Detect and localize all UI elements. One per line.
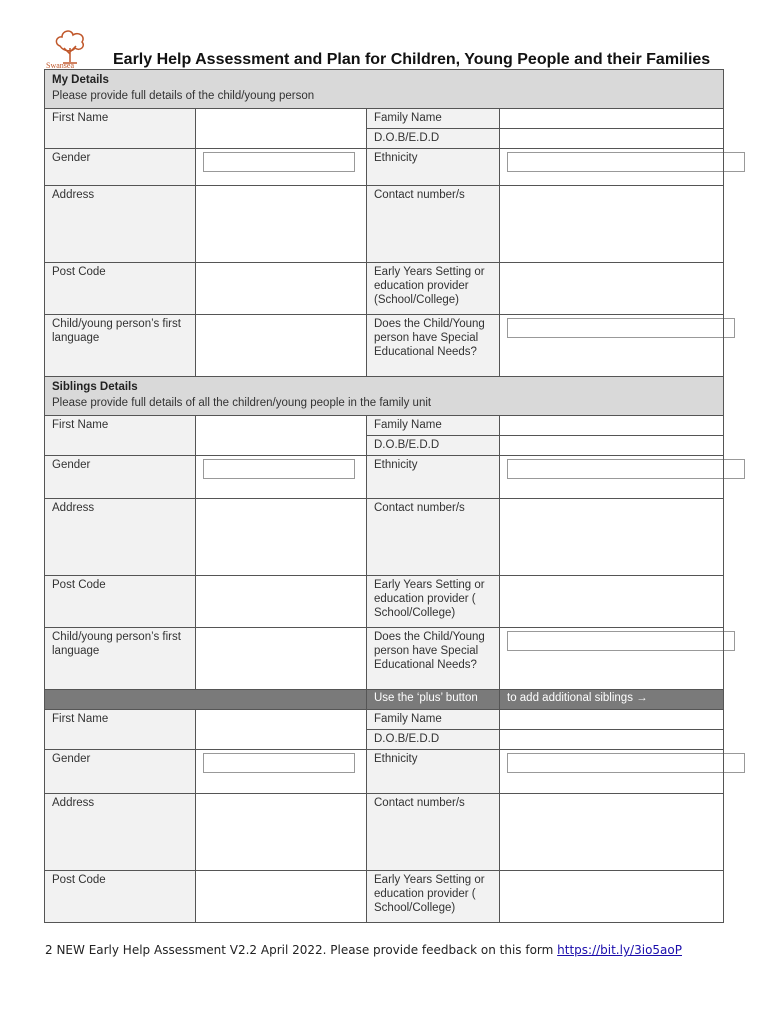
family-name-field[interactable] — [500, 109, 724, 129]
sen-dropdown[interactable] — [507, 318, 735, 338]
sibling2-early-years-field[interactable] — [500, 871, 724, 923]
assessment-form — [44, 69, 723, 923]
sibling2-dob-field[interactable] — [500, 730, 724, 750]
sibling-dob-field[interactable] — [500, 436, 724, 456]
sibling2-post-code-field[interactable] — [196, 871, 367, 923]
my-details-header — [45, 70, 724, 109]
sibling-post-code-field[interactable] — [196, 576, 367, 628]
sibling-sen-cell — [500, 628, 724, 690]
gender-label: Gender — [45, 149, 196, 186]
sibling-early-years-field[interactable] — [500, 576, 724, 628]
siblings-header — [45, 377, 724, 416]
sibling-first-name-label: First Name — [45, 416, 196, 456]
post-code-field[interactable] — [196, 263, 367, 315]
sibling2-address-field[interactable] — [196, 794, 367, 871]
sibling-sen-label: Does the Child/Young person have Special Educational Needs? — [367, 628, 500, 690]
sen-cell — [500, 315, 724, 377]
sibling2-dob-label: D.O.B/E.D.D — [367, 730, 500, 750]
sibling2-ethnicity-dropdown[interactable] — [507, 753, 745, 773]
gender-dropdown[interactable] — [203, 152, 355, 172]
sibling-family-name-field[interactable] — [500, 416, 724, 436]
section-title: Siblings Details — [52, 381, 138, 393]
sibling-post-code-label: Post Code — [45, 576, 196, 628]
sibling-address-field[interactable] — [196, 499, 367, 576]
sibling-first-name-field[interactable] — [196, 416, 367, 456]
sibling-contact-label: Contact number/s — [367, 499, 500, 576]
sibling2-gender-label: Gender — [45, 750, 196, 794]
first-name-label: First Name — [45, 109, 196, 149]
logo-text: Swansea — [46, 61, 74, 70]
page-title: Early Help Assessment and Plan for Children, Young People and their Families — [113, 51, 711, 68]
section-title: My Details — [52, 74, 109, 86]
sibling-contact-field[interactable] — [500, 499, 724, 576]
section-subtitle: Please provide full details of the child/young person — [52, 90, 315, 102]
section-subtitle: Please provide full details of all the children/young people in the family unit — [52, 397, 432, 409]
sibling-gender-label: Gender — [45, 456, 196, 499]
feedback-link[interactable]: https://bit.ly/3io5aoP — [557, 943, 682, 957]
sibling2-address-label: Address — [45, 794, 196, 871]
sibling2-first-name-field[interactable] — [196, 710, 367, 750]
post-code-label: Post Code — [45, 263, 196, 315]
ethnicity-cell — [500, 149, 724, 186]
contact-field[interactable] — [500, 186, 724, 263]
sibling2-first-name-label: First Name — [45, 710, 196, 750]
contact-label: Contact number/s — [367, 186, 500, 263]
bar-spacer — [45, 690, 367, 710]
address-field[interactable] — [196, 186, 367, 263]
sibling-ethnicity-label: Ethnicity — [367, 456, 500, 499]
ethnicity-label: Ethnicity — [367, 149, 500, 186]
first-name-field[interactable] — [196, 109, 367, 149]
sibling-sen-dropdown[interactable] — [507, 631, 735, 651]
sen-label: Does the Child/Young person have Special Educational Needs? — [367, 315, 500, 377]
sibling-gender-cell — [196, 456, 367, 499]
footer-text: 2 NEW Early Help Assessment V2.2 April 2022. Please provide feedback on this form — [45, 943, 558, 957]
sibling-first-language-label: Child/young person’s first language — [45, 628, 196, 690]
sibling-first-language-field[interactable] — [196, 628, 367, 690]
sibling2-family-name-label: Family Name — [367, 710, 500, 730]
sibling2-gender-dropdown[interactable] — [203, 753, 355, 773]
sibling2-family-name-field[interactable] — [500, 710, 724, 730]
sibling-ethnicity-dropdown[interactable] — [507, 459, 745, 479]
family-name-label: Family Name — [367, 109, 500, 129]
sibling2-ethnicity-cell — [500, 750, 724, 794]
bar-left-text: Use the ‘plus’ button — [367, 690, 500, 710]
dob-label: D.O.B/E.D.D — [367, 129, 500, 149]
sibling-early-years-label: Early Years Setting or education provider ( School/College) — [367, 576, 500, 628]
address-label: Address — [45, 186, 196, 263]
sibling-family-name-label: Family Name — [367, 416, 500, 436]
sibling2-ethnicity-label: Ethnicity — [367, 750, 500, 794]
sibling2-contact-field[interactable] — [500, 794, 724, 871]
add-sibling-plus-hint[interactable]: to add additional siblings → — [500, 690, 724, 710]
ethnicity-dropdown[interactable] — [507, 152, 745, 172]
early-years-field[interactable] — [500, 263, 724, 315]
sibling2-gender-cell — [196, 750, 367, 794]
gender-cell — [196, 149, 367, 186]
sibling-address-label: Address — [45, 499, 196, 576]
sibling-ethnicity-cell — [500, 456, 724, 499]
sibling2-post-code-label: Post Code — [45, 871, 196, 923]
first-language-field[interactable] — [196, 315, 367, 377]
sibling-dob-label: D.O.B/E.D.D — [367, 436, 500, 456]
early-years-label: Early Years Setting or education provider (School/College) — [367, 263, 500, 315]
sibling-gender-dropdown[interactable] — [203, 459, 355, 479]
first-language-label: Child/young person’s first language — [45, 315, 196, 377]
sibling2-contact-label: Contact number/s — [367, 794, 500, 871]
footer — [45, 943, 682, 957]
dob-field[interactable] — [500, 129, 724, 149]
sibling2-early-years-label: Early Years Setting or education provider ( School/College) — [367, 871, 500, 923]
add-sibling-bar[interactable] — [45, 690, 724, 710]
